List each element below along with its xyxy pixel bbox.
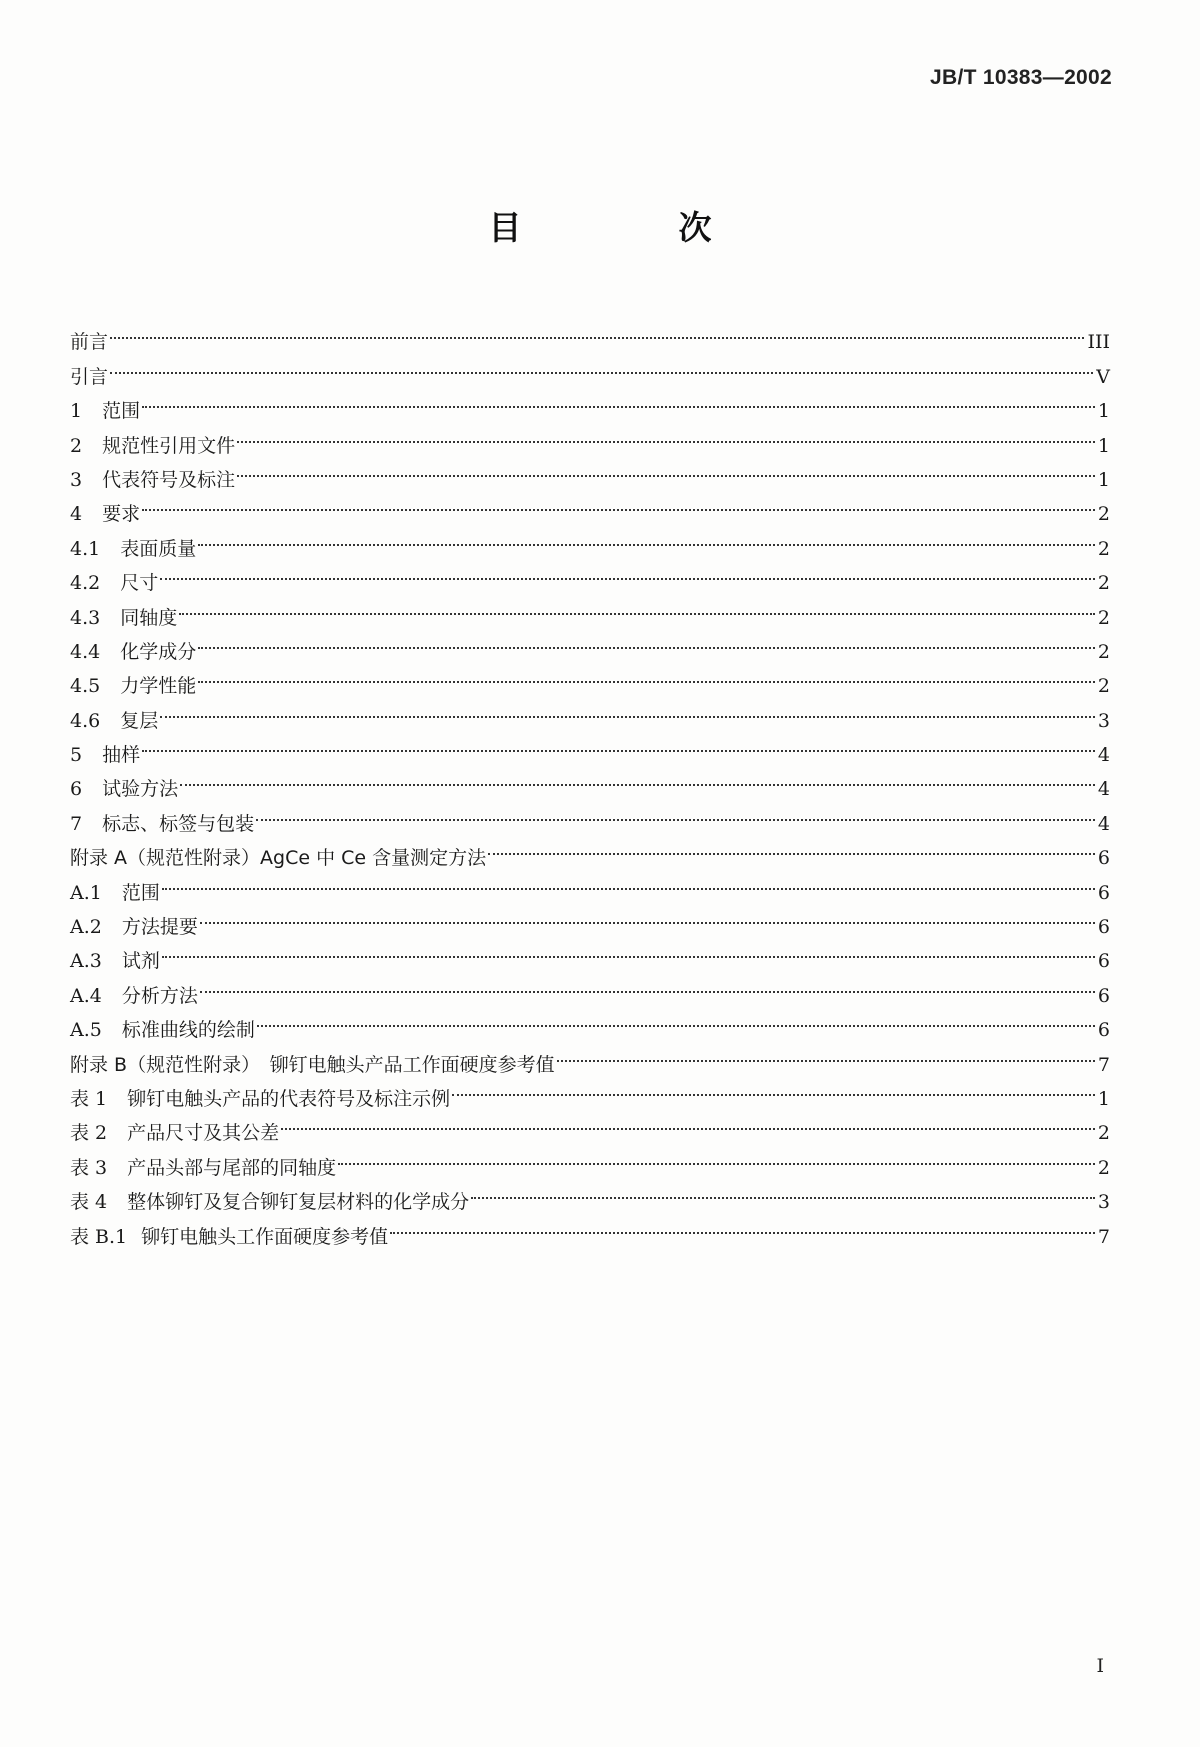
toc-entry-label [70, 807, 254, 841]
toc-entry-page: 2 [1097, 606, 1110, 629]
toc-entry[interactable] [70, 383, 1110, 423]
toc-dot-leader [390, 1208, 1095, 1242]
toc-dot-leader [200, 899, 1095, 933]
toc-entry-page: 3 [1097, 1191, 1110, 1214]
toc-entry-number: 5 [70, 744, 83, 767]
page-number: I [1096, 1655, 1104, 1677]
page-title: 目 次 [488, 208, 774, 247]
toc-entry-title: 尺寸 [120, 572, 159, 595]
toc-entry-title: 方法提要 [121, 916, 198, 939]
toc-dot-leader [488, 830, 1095, 864]
toc-dot-leader [471, 1174, 1095, 1208]
toc-entry-page: 6 [1097, 1019, 1110, 1042]
toc-entry-label [70, 325, 108, 359]
toc-dot-leader [557, 1036, 1095, 1070]
toc-entry[interactable] [70, 727, 1110, 767]
toc-entry-number: 表 2 [70, 1122, 108, 1145]
toc-entry[interactable] [70, 314, 1110, 354]
toc-entry[interactable] [70, 795, 1110, 835]
toc-entry-page: 6 [1097, 950, 1110, 973]
toc-entry[interactable] [70, 899, 1110, 939]
toc-entry[interactable] [70, 967, 1110, 1007]
toc-entry-title: 整体铆钉及复合铆钉复层材料的化学成分 [127, 1191, 470, 1214]
toc-entry[interactable] [70, 417, 1110, 457]
toc-dot-leader [198, 624, 1095, 658]
toc-entry-label [70, 1013, 255, 1047]
toc-dot-leader [160, 555, 1095, 589]
toc-dot-leader [180, 761, 1095, 795]
toc-dot-leader [256, 795, 1095, 829]
toc-entry-label [70, 601, 177, 635]
toc-entry[interactable] [70, 486, 1110, 526]
toc-entry-number: A.5 [70, 1019, 102, 1042]
toc-entry-page: III [1087, 331, 1110, 354]
toc-entry[interactable] [70, 761, 1110, 801]
toc-entry[interactable] [70, 658, 1110, 698]
toc-entry-label [70, 1151, 336, 1185]
toc-entry[interactable] [70, 624, 1110, 663]
toc-entry-page: 2 [1097, 640, 1110, 663]
toc-entry-page: 7 [1097, 1053, 1110, 1076]
toc-entry-title: 表面质量 [120, 537, 197, 560]
toc-dot-leader [142, 383, 1095, 417]
toc-entry-page: 6 [1097, 984, 1110, 1007]
toc-entry-page: 1 [1097, 400, 1110, 423]
toc-entry-title: 规范性引用文件 [102, 434, 236, 457]
toc-entry[interactable] [70, 692, 1110, 732]
toc-entry-number: 2 [70, 434, 83, 457]
toc-entry-title: 试剂 [121, 950, 160, 973]
toc-entry-label [70, 1220, 388, 1254]
toc-entry-title: 标志、标签与包装 [102, 812, 255, 835]
toc-entry-number: 表 B.1 [70, 1225, 128, 1248]
toc-dot-leader [110, 314, 1084, 348]
toc-entry[interactable] [70, 864, 1110, 904]
toc-entry-title: 铆钉电触头工作面硬度参考值 [141, 1225, 389, 1248]
toc-entry-title: 产品头部与尾部的同轴度 [127, 1156, 337, 1179]
toc-entry-page: 6 [1097, 881, 1110, 904]
toc-entry-number: 7 [70, 812, 83, 835]
toc-dot-leader [237, 417, 1095, 451]
toc-entry-page: 2 [1097, 503, 1110, 526]
toc-entry-number: 4.1 [70, 537, 101, 560]
toc-entry-title: 抽样 [102, 744, 141, 767]
toc-entry-title: 范围 [102, 400, 141, 423]
toc-entry-number: 4.6 [70, 709, 101, 732]
toc-dot-leader [142, 727, 1095, 761]
toc-dot-leader [162, 933, 1095, 967]
toc-entry-page: 6 [1097, 847, 1110, 870]
toc-dot-leader [338, 1139, 1095, 1173]
toc-entry-title: 同轴度 [120, 606, 178, 629]
toc-entry-number: A.2 [70, 916, 102, 939]
toc-entry-number: 4.2 [70, 572, 101, 595]
toc-dot-leader [281, 1105, 1095, 1139]
toc-entry-title: 分析方法 [121, 984, 198, 1007]
toc-entry-title: 铆钉电触头产品的代表符号及标注示例 [127, 1087, 451, 1110]
toc-entry-page: 2 [1097, 572, 1110, 595]
toc-entry-number: 4.4 [70, 640, 101, 663]
toc-entry-page: 3 [1097, 709, 1110, 732]
toc-entry-label [70, 738, 140, 772]
toc-dot-leader [198, 658, 1095, 692]
toc-entry-label [70, 876, 160, 910]
toc-entry-title: 附录 B（规范性附录） 铆钉电触头产品工作面硬度参考值 [70, 1053, 555, 1076]
toc-dot-leader [237, 452, 1095, 486]
toc-entry-label [70, 429, 235, 463]
toc-entry-page: 7 [1097, 1225, 1110, 1248]
toc-entry-title: 代表符号及标注 [102, 468, 236, 491]
toc-entry-number: 1 [70, 400, 83, 423]
toc-entry-number: 表 3 [70, 1156, 108, 1179]
toc-entry-title: 要求 [102, 503, 141, 526]
toc-dot-leader [142, 486, 1095, 520]
toc-entry-label [70, 944, 160, 978]
toc-dot-leader [179, 589, 1095, 623]
toc-entry-title: 力学性能 [120, 675, 197, 698]
toc-dot-leader [452, 1071, 1095, 1105]
toc-entry-page: 2 [1097, 1122, 1110, 1145]
toc-entry-number: 3 [70, 468, 83, 491]
toc-entry-page: 6 [1097, 916, 1110, 939]
toc-entry-number: A.1 [70, 881, 102, 904]
toc-entry-label [70, 497, 140, 531]
toc-entry-number: 6 [70, 778, 83, 801]
toc-entry-number: 表 4 [70, 1191, 108, 1214]
toc-entry-page: 1 [1097, 434, 1110, 457]
toc-entry-page: 2 [1097, 675, 1110, 698]
toc-entry-title: 复层 [120, 709, 159, 732]
toc-entry-page: 4 [1097, 812, 1110, 835]
toc-dot-leader [257, 1002, 1095, 1036]
toc-entry-label [70, 772, 178, 806]
toc-entry-label [70, 635, 196, 669]
toc-entry-title: 范围 [121, 881, 160, 904]
toc-entry[interactable] [70, 555, 1110, 595]
toc-entry-page: 2 [1097, 537, 1110, 560]
toc-entry-title: 产品尺寸及其公差 [127, 1122, 280, 1145]
toc-entry-page: 4 [1097, 744, 1110, 767]
toc-entry-page: 2 [1097, 1156, 1110, 1179]
toc-entry[interactable] [70, 1002, 1110, 1042]
toc-entry-title: 附录 A（规范性附录）AgCe 中 Ce 含量测定方法 [70, 847, 487, 870]
toc-entry-page: 1 [1097, 468, 1110, 491]
toc-entry-label [70, 566, 158, 600]
toc-entry[interactable] [70, 589, 1110, 629]
toc-entry-number: 4.5 [70, 675, 101, 698]
toc-entry[interactable] [70, 520, 1110, 560]
toc-dot-leader [162, 864, 1095, 898]
table-of-contents [70, 314, 1110, 1248]
toc-entry-page: 1 [1097, 1087, 1110, 1110]
toc-entry[interactable] [70, 933, 1110, 973]
toc-entry-number: 4.3 [70, 606, 101, 629]
toc-dot-leader [198, 520, 1095, 554]
toc-dot-leader [160, 692, 1095, 726]
toc-entry-label [70, 1116, 279, 1150]
toc-entry[interactable] [70, 348, 1110, 388]
toc-entry-label [70, 394, 140, 428]
toc-entry-label [70, 979, 198, 1013]
toc-entry-title: 引言 [70, 365, 109, 388]
toc-entry-number: A.4 [70, 984, 102, 1007]
toc-entry-page: 4 [1097, 778, 1110, 801]
toc-entry-number: A.3 [70, 950, 102, 973]
toc-entry-number: 4 [70, 503, 83, 526]
toc-entry-number: 表 1 [70, 1087, 108, 1110]
document-code: JB/T 10383—2002 [930, 66, 1112, 89]
toc-entry-label [70, 360, 108, 394]
toc-entry-page: V [1096, 365, 1110, 388]
toc-dot-leader [110, 348, 1093, 382]
toc-entry-title: 试验方法 [102, 778, 179, 801]
toc-entry-title: 标准曲线的绘制 [121, 1019, 255, 1042]
toc-entry-title: 前言 [70, 331, 109, 354]
toc-dot-leader [200, 967, 1095, 1001]
toc-entry-title: 化学成分 [120, 640, 197, 663]
